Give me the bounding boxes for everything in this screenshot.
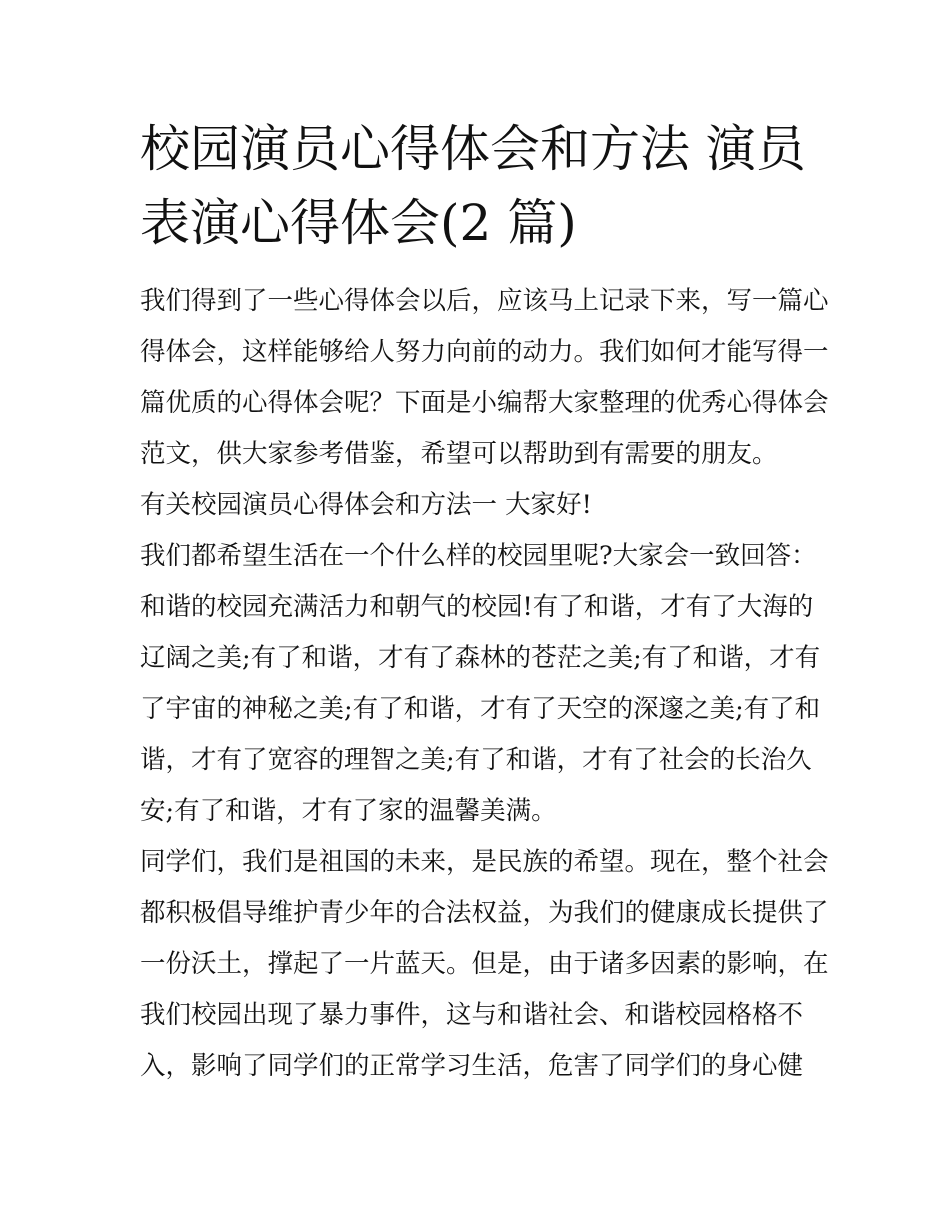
body-text-line: 和谐的校园充满活力和朝气的校园!有了和谐，才有了大海的: [140, 592, 814, 622]
body-text-line: 都积极倡导维护青少年的合法权益，为我们的健康成长提供了: [140, 898, 829, 928]
body-text-line: 入，影响了同学们的正常学习生活，危害了同学们的身心健: [140, 1051, 804, 1081]
document-body: [140, 276, 829, 1092]
body-text-line: 范文，供大家参考借鉴，希望可以帮助到有需要的朋友。: [140, 439, 778, 469]
body-text-line: 我们都希望生活在一个什么样的校园里呢?大家会一致回答：: [140, 541, 817, 571]
body-text-line: 我们校园出现了暴力事件，这与和谐社会、和谐校园格格不: [140, 1000, 804, 1030]
title-line: 表演心得体会(2 篇): [140, 194, 577, 252]
body-text-line: 一份沃土，撑起了一片蓝天。但是，由于诸多因素的影响，在: [140, 949, 829, 979]
body-text-line: 谐，才有了宽容的理智之美;有了和谐，才有了社会的长治久: [140, 745, 812, 775]
title-line: 校园演员心得体会和方法 演员: [140, 120, 806, 178]
document-title: [140, 112, 820, 260]
body-text-line: 辽阔之美;有了和谐，才有了森林的苍茫之美;有了和谐，才有: [140, 643, 821, 673]
section-heading-line: 有关校园演员心得体会和方法一 大家好!: [140, 490, 592, 520]
body-text-line: 同学们，我们是祖国的未来，是民族的希望。现在，整个社会: [140, 847, 829, 877]
body-text-line: 了宇宙的神秘之美;有了和谐，才有了天空的深邃之美;有了和: [140, 694, 821, 724]
body-text-line: 得体会，这样能够给人努力向前的动力。我们如何才能写得一: [140, 337, 829, 367]
body-text-line: 我们得到了一些心得体会以后，应该马上记录下来，写一篇心: [140, 286, 829, 316]
body-text-line: 篇优质的心得体会呢？下面是小编帮大家整理的优秀心得体会: [140, 388, 829, 418]
body-text-line: 安;有了和谐，才有了家的温馨美满。: [140, 796, 557, 826]
